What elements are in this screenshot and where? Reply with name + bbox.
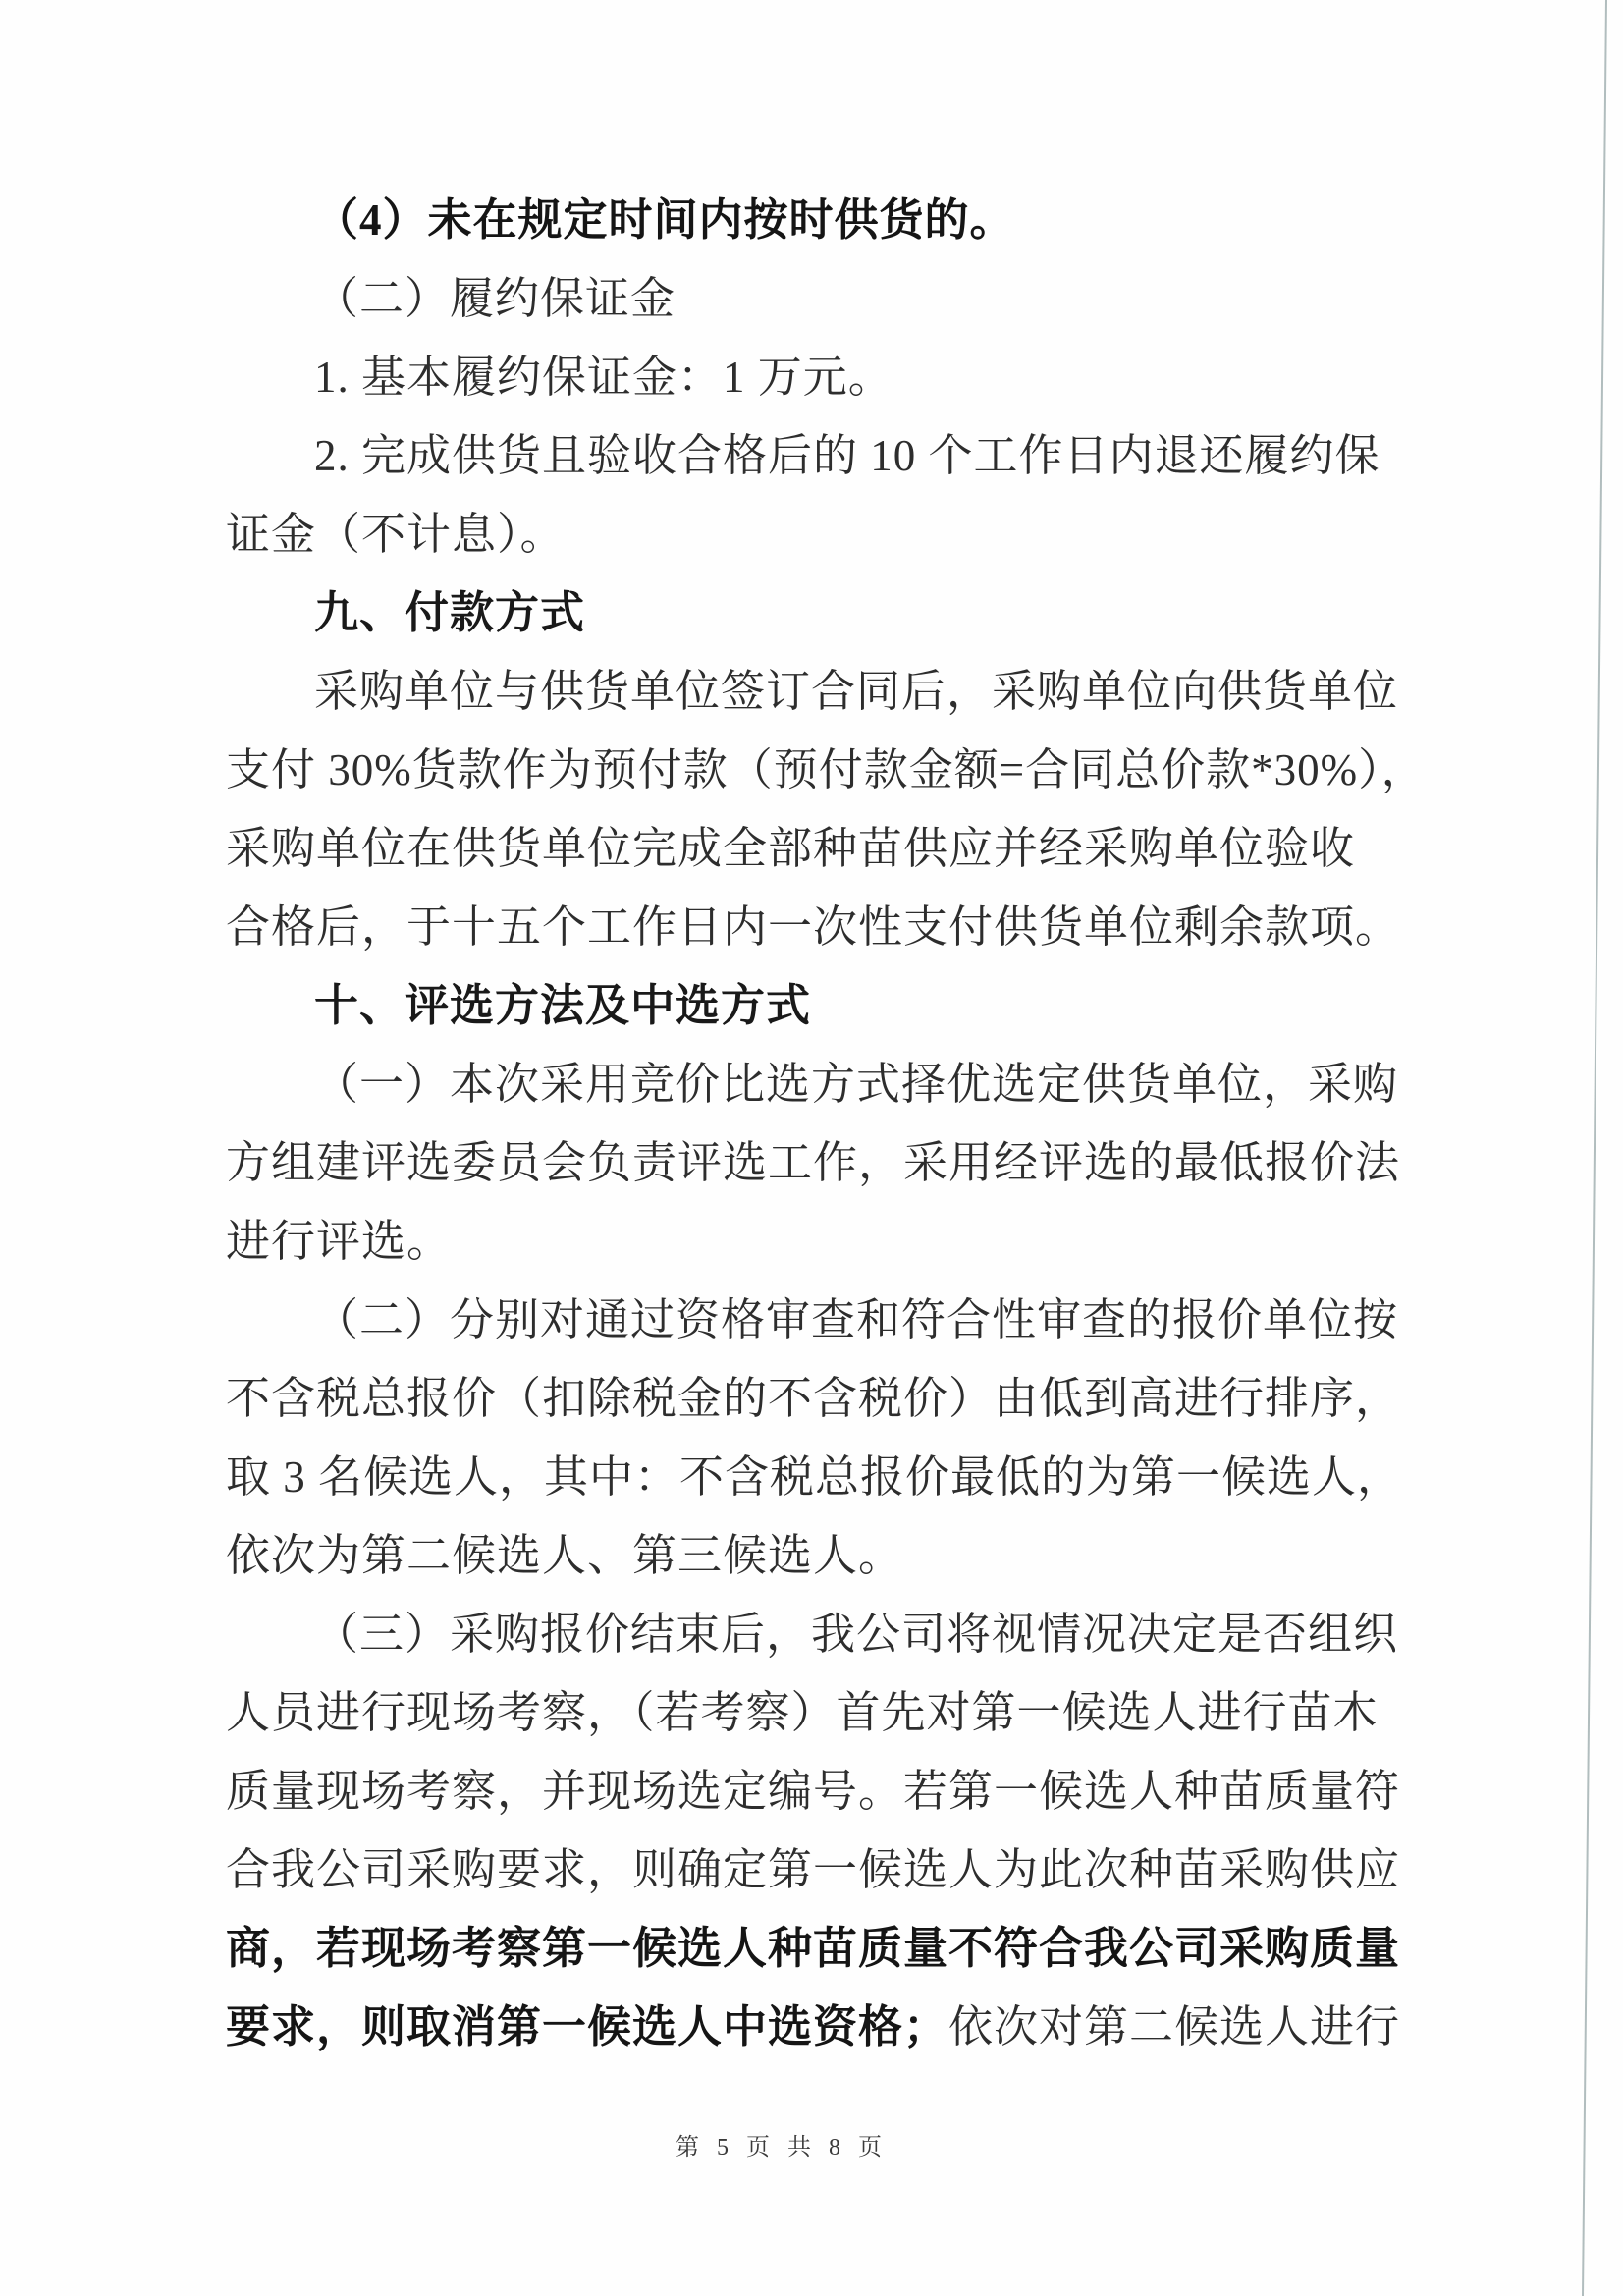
text-segment: （二）分别对通过资格审查和符合性审查的报价单位按 [314, 1295, 1399, 1344]
text-line [226, 1516, 1410, 1595]
text-segment: 1. 基本履约保证金：1 万元。 [314, 353, 893, 402]
text-segment: 九、付款方式 [314, 587, 586, 637]
text-line [226, 888, 1410, 966]
text-segment: 人员进行现场考察，（若考察）首先对第一候选人进行苗木 [226, 1688, 1379, 1737]
text-segment: 商，若现场考察第一候选人种苗质量不符合我公司采购质量 [226, 1924, 1401, 1973]
heading-line [226, 966, 1410, 1045]
text-segment: 证金（不计息）。 [226, 510, 566, 559]
text-segment: （一）本次采用竞价比选方式择优选定供货单位，采购 [314, 1060, 1399, 1109]
text-line [226, 809, 1410, 888]
text-segment: （4）未在规定时间内按时供货的。 [314, 195, 1015, 245]
text-line [226, 1438, 1410, 1516]
text-line [226, 181, 1410, 259]
text-segment: （三）采购报价结束后，我公司将视情况决定是否组织 [314, 1610, 1399, 1659]
text-line [226, 1673, 1410, 1752]
text-line [226, 416, 1410, 495]
text-segment: 质量现场考察，并现场选定编号。若第一候选人种苗质量符 [226, 1767, 1401, 1816]
text-segment: 支付 30%货款作为预付款（预付款金额=合同总价款*30%）， [226, 745, 1427, 794]
document-body [226, 181, 1427, 2066]
text-line [226, 1595, 1410, 1673]
text-line [226, 1909, 1410, 1988]
text-segment: 2. 完成供货且验收合格后的 10 个工作日内退还履约保 [314, 431, 1380, 480]
scan-line-stroke [1583, 0, 1606, 2296]
page-footer: 第 5 页 共 8 页 [676, 2135, 888, 2160]
text-segment: 进行评选。 [226, 1217, 453, 1266]
text-segment: 要求，则取消第一候选人中选资格； [226, 2002, 949, 2051]
text-segment: 取 3 名候选人，其中：不含税总报价最低的为第一候选人， [226, 1452, 1403, 1502]
text-line [226, 1123, 1410, 1202]
text-segment: 采购单位与供货单位签订合同后，采购单位向供货单位 [314, 667, 1399, 716]
text-line [226, 259, 1410, 338]
text-segment: 不含税总报价（扣除税金的不含税价）由低到高进行排序， [226, 1374, 1401, 1423]
text-line [226, 1831, 1410, 1909]
text-line [226, 652, 1410, 731]
text-segment: 十、评选方法及中选方式 [314, 980, 812, 1030]
text-line [226, 1202, 1410, 1281]
text-line [226, 1045, 1410, 1123]
text-segment: 合格后，于十五个工作日内一次性支付供货单位剩余款项。 [226, 902, 1401, 952]
text-line [226, 1359, 1410, 1438]
text-segment: 采购单位在供货单位完成全部种苗供应并经采购单位验收 [226, 824, 1356, 873]
text-segment: 依次对第二候选人进行 [948, 2002, 1401, 2051]
text-line [226, 1281, 1410, 1359]
heading-line [226, 574, 1410, 652]
text-segment: 合我公司采购要求，则确定第一候选人为此次种苗采购供应 [226, 1845, 1401, 1894]
text-line [226, 495, 1410, 574]
text-line [226, 338, 1410, 416]
text-segment: 依次为第二候选人、第三候选人。 [226, 1531, 904, 1580]
text-segment: 方组建评选委员会负责评选工作，采用经评选的最低报价法 [226, 1138, 1401, 1187]
text-segment: （二）履约保证金 [314, 274, 676, 323]
text-line [226, 1988, 1410, 2066]
text-line [226, 1752, 1410, 1831]
text-line [226, 731, 1427, 809]
